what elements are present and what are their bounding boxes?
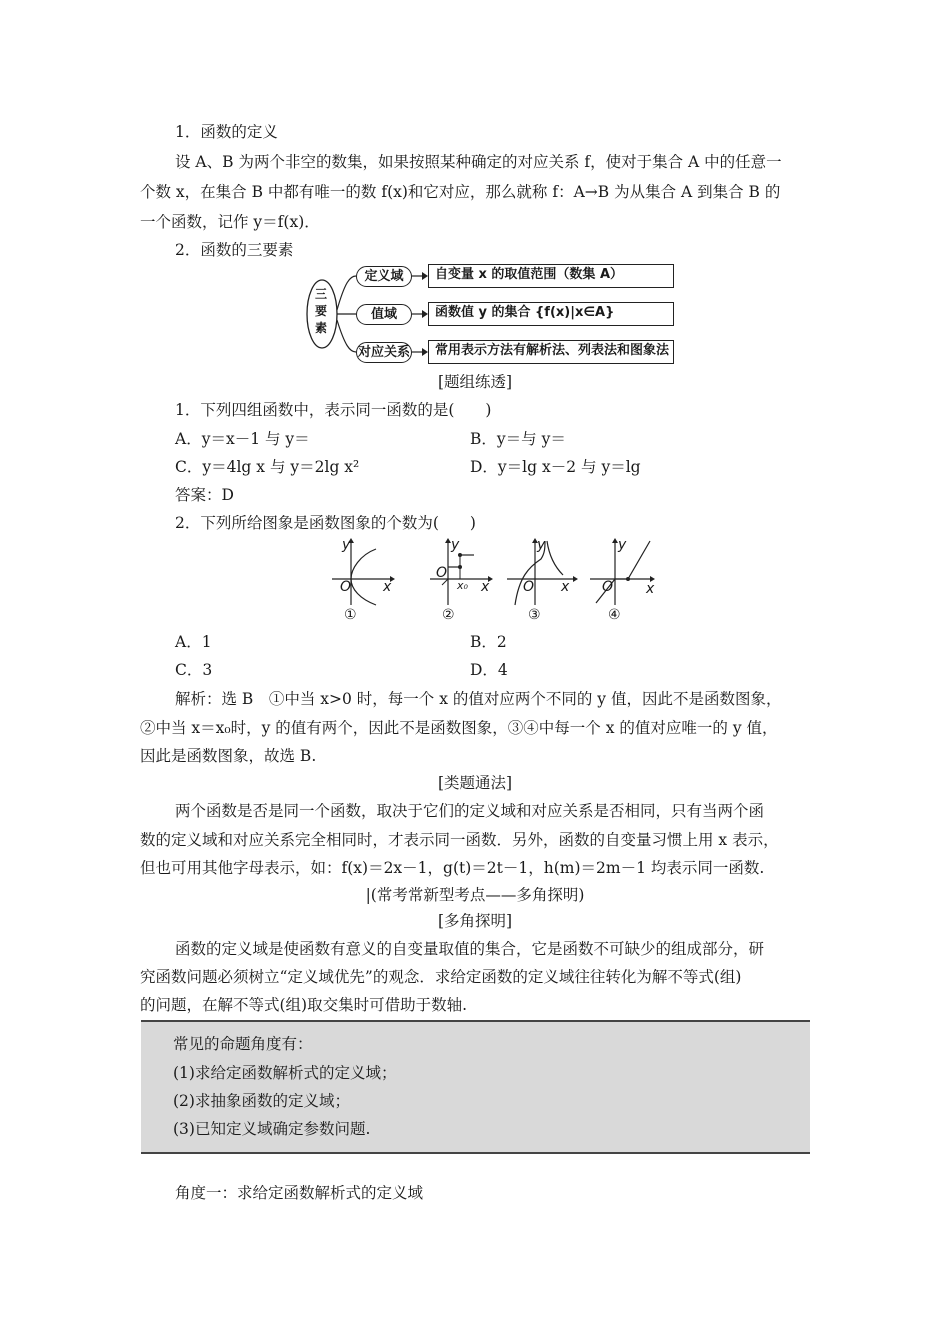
multi-line: 的问题，在解不等式(组)取交集时可借助于数轴. <box>140 996 468 1014</box>
q1-option-b: B．y＝与 y＝ <box>470 430 566 448</box>
box-title: 常见的命题角度有： <box>173 1035 313 1053</box>
graph-1-plot <box>330 537 395 607</box>
graph-2-y-label: y <box>451 537 460 553</box>
box-item-3: (3)已知定义域确定参数问题. <box>173 1120 371 1138</box>
q1-option-c: C．y＝4lg x 与 y＝2lg x² <box>175 458 360 476</box>
graph-3-x-label: x <box>561 579 570 595</box>
topic-title: |(常考常新型考点——多角探明) <box>365 886 585 904</box>
graph-2-caption: ② <box>442 607 455 623</box>
graph-3 <box>505 537 580 625</box>
box-domain-desc: 自变量 x 的取值范围（数集 A） <box>428 264 674 288</box>
graph-4 <box>588 537 658 625</box>
proposition-angles-box <box>141 1020 810 1154</box>
three-elements-diagram <box>300 262 680 370</box>
multi-line: 函数的定义域是使函数有意义的自变量取值的集合，它是函数不可缺少的组成部分，研 <box>175 940 765 958</box>
graph-4-y-label: y <box>618 537 627 553</box>
graph-2 <box>428 537 493 625</box>
method-title: [类题通法] <box>437 774 513 792</box>
graph-1-caption: ① <box>344 607 357 623</box>
graph-4-origin: O <box>602 579 614 595</box>
paragraph-line: 设 A、B 为两个非空的数集，如果按照某种确定的对应关系 f，使对于集合 A 中的任意一 <box>175 153 782 171</box>
graph-1 <box>330 537 395 625</box>
graph-3-origin: O <box>523 579 535 595</box>
box-correspondence-desc: 常用表示方法有解析法、列表法和图象法 <box>428 340 674 364</box>
graph-4-caption: ④ <box>608 607 621 623</box>
q2-analysis-line: ②中当 x＝x₀时，y 的值有两个，因此不是函数图象，③④中每一个 x 的值对应唯一的 y 值， <box>140 719 778 737</box>
q1-answer: 答案：D <box>175 486 234 504</box>
pill-range: 值域 <box>356 304 412 325</box>
box-item-1: (1)求给定函数解析式的定义域； <box>173 1064 397 1082</box>
angle-one-heading: 角度一：求给定函数解析式的定义域 <box>175 1184 424 1202</box>
q2-analysis-line: 因此是函数图象，故选 B. <box>140 747 317 765</box>
q2-option-c: C．3 <box>175 661 213 679</box>
multi-angle-title: [多角探明] <box>437 912 513 930</box>
paragraph-line: 一个函数，记作 y＝f(x)． <box>140 213 320 231</box>
practice-title: [题组练透] <box>437 373 513 391</box>
q2-analysis-line: 解析：选 B ①中当 x>0 时，每一个 x 的值对应两个不同的 y 值，因此不是函数图象， <box>175 690 782 708</box>
q2-option-a: A．1 <box>175 633 212 651</box>
box-item-2: (2)求抽象函数的定义域； <box>173 1092 350 1110</box>
question-2-stem: 2．下列所给图象是函数图象的个数为( ) <box>175 514 476 532</box>
pill-correspondence: 对应关系 <box>356 342 412 363</box>
pill-domain: 定义域 <box>356 266 412 287</box>
graph-3-caption: ③ <box>528 607 541 623</box>
section-heading-three-elements: 2．函数的三要素 <box>175 241 294 259</box>
graph-1-x-label: x <box>383 579 392 595</box>
method-line: 但也可用其他字母表示，如：f(x)＝2x－1，g(t)＝2t－1，h(m)＝2m－1 均表示同一函数. <box>140 859 765 877</box>
diagram-center-label: 三要素 <box>315 287 328 335</box>
graph-4-x-label: x <box>646 581 655 597</box>
section-heading-definition: 1．函数的定义 <box>175 123 278 141</box>
method-line: 两个函数是否是同一个函数，取决于它们的定义域和对应关系是否相同，只有当两个函 <box>175 802 765 820</box>
graph-1-y-label: y <box>342 537 351 553</box>
q2-option-d: D．4 <box>470 661 508 679</box>
graph-2-origin: O <box>436 565 448 581</box>
graph-1-origin: O <box>340 579 352 595</box>
multi-line: 究函数问题必须树立“定义域优先”的观念．求给定函数的定义域往往转化为解不等式(组) <box>140 968 742 986</box>
paragraph-line: 个数 x，在集合 B 中都有唯一的数 f(x)和它对应，那么就称 f：A→B 为从集合 A 到集合 B 的 <box>140 183 781 201</box>
q1-option-d: D．y＝lg x－2 与 y＝lg <box>470 458 641 476</box>
q1-option-a: A．y＝x－1 与 y＝ <box>175 430 310 448</box>
q2-option-b: B．2 <box>470 633 507 651</box>
question-1-stem: 1．下列四组函数中，表示同一函数的是( ) <box>175 401 492 419</box>
box-range-desc: 函数值 y 的集合 {f(x)|x∈A} <box>428 302 674 326</box>
graph-2-tick: x₀ <box>457 579 468 592</box>
graph-2-x-label: x <box>481 579 490 595</box>
method-line: 数的定义域和对应关系完全相同时，才表示同一函数．另外，函数的自变量习惯上用 x 表示， <box>140 831 779 849</box>
graph-3-y-label: y <box>537 537 546 553</box>
